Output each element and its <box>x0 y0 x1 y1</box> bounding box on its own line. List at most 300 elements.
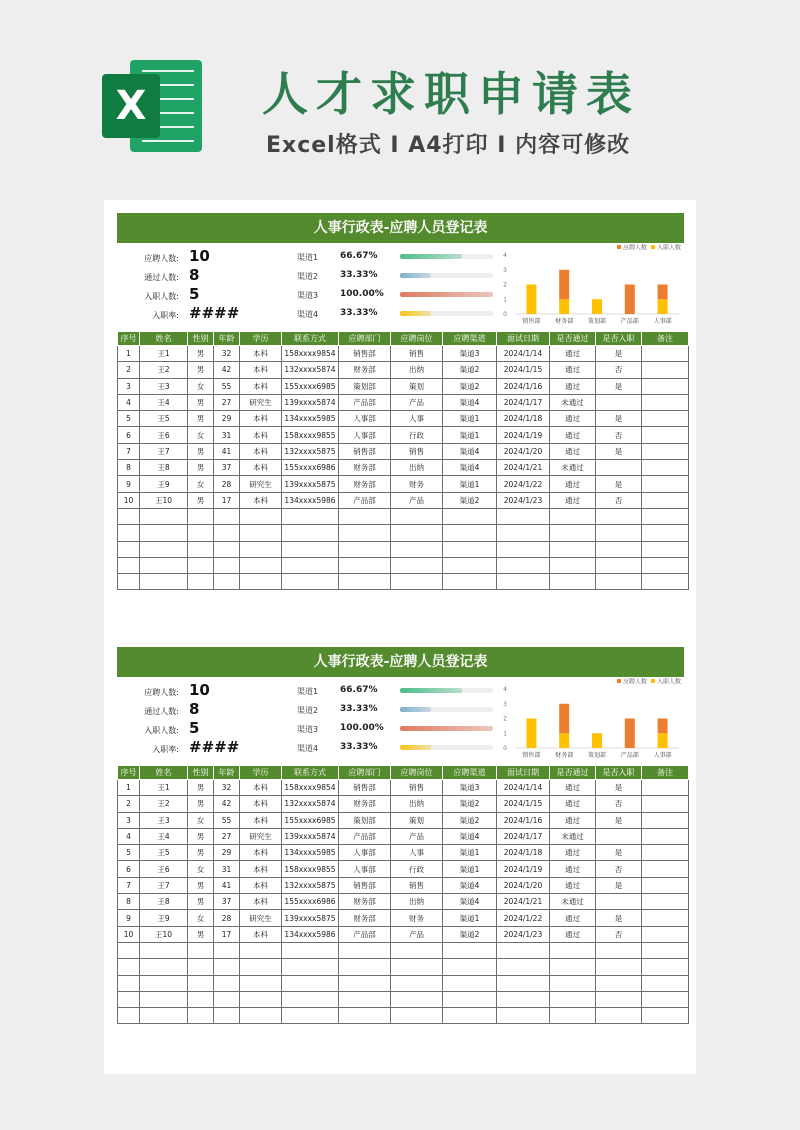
table-row[interactable] <box>118 411 689 427</box>
table-cell[interactable] <box>642 378 689 394</box>
table-cell[interactable]: 通过 <box>550 362 596 378</box>
table-cell[interactable]: 销售部 <box>339 346 391 362</box>
table-cell[interactable]: 本科 <box>240 427 282 443</box>
table-cell[interactable]: 本科 <box>240 492 282 508</box>
table-cell[interactable]: 产品 <box>391 926 443 942</box>
empty-table-cell[interactable] <box>188 942 214 958</box>
table-cell[interactable]: 王3 <box>140 378 188 394</box>
table-cell[interactable]: 出纳 <box>391 796 443 812</box>
empty-table-cell[interactable] <box>240 975 282 991</box>
table-row[interactable] <box>118 460 689 476</box>
empty-table-cell[interactable] <box>596 1008 642 1024</box>
empty-table-cell[interactable] <box>443 574 497 590</box>
empty-table-cell[interactable] <box>140 574 188 590</box>
empty-table-cell[interactable] <box>550 525 596 541</box>
empty-table-cell[interactable] <box>118 541 140 557</box>
table-cell[interactable]: 策划部 <box>339 378 391 394</box>
empty-table-cell[interactable] <box>550 541 596 557</box>
empty-table-cell[interactable] <box>339 508 391 524</box>
table-cell[interactable]: 渠道1 <box>443 476 497 492</box>
empty-table-cell[interactable] <box>240 508 282 524</box>
table-cell[interactable] <box>642 926 689 942</box>
empty-table-cell[interactable] <box>391 1008 443 1024</box>
empty-table-cell[interactable] <box>282 557 339 573</box>
empty-table-cell[interactable] <box>391 574 443 590</box>
table-cell[interactable]: 37 <box>214 894 240 910</box>
table-cell[interactable] <box>642 828 689 844</box>
table-cell[interactable]: 是 <box>596 845 642 861</box>
table-cell[interactable]: 2024/1/14 <box>497 346 550 362</box>
empty-table-cell[interactable] <box>118 508 140 524</box>
table-cell[interactable]: 是 <box>596 910 642 926</box>
empty-table-cell[interactable] <box>118 574 140 590</box>
table-cell[interactable]: 通过 <box>550 443 596 459</box>
table-cell[interactable]: 女 <box>188 427 214 443</box>
table-cell[interactable]: 财务 <box>391 476 443 492</box>
empty-table-cell[interactable] <box>188 959 214 975</box>
table-cell[interactable]: 3 <box>118 378 140 394</box>
empty-table-cell[interactable] <box>596 508 642 524</box>
empty-table-cell[interactable] <box>497 525 550 541</box>
table-cell[interactable]: 158xxxx9854 <box>282 780 339 796</box>
table-cell[interactable]: 2024/1/22 <box>497 476 550 492</box>
table-cell[interactable]: 王8 <box>140 460 188 476</box>
empty-table-cell[interactable] <box>240 574 282 590</box>
empty-table-cell[interactable] <box>282 541 339 557</box>
table-row[interactable] <box>118 894 689 910</box>
empty-table-row[interactable] <box>118 991 689 1007</box>
empty-table-cell[interactable] <box>596 541 642 557</box>
empty-table-row[interactable] <box>118 557 689 573</box>
empty-table-cell[interactable] <box>443 508 497 524</box>
empty-table-cell[interactable] <box>443 942 497 958</box>
empty-table-cell[interactable] <box>118 525 140 541</box>
table-cell[interactable]: 王7 <box>140 877 188 893</box>
empty-table-cell[interactable] <box>596 975 642 991</box>
empty-table-cell[interactable] <box>443 541 497 557</box>
table-cell[interactable] <box>642 460 689 476</box>
table-cell[interactable]: 通过 <box>550 780 596 796</box>
table-cell[interactable]: 男 <box>188 460 214 476</box>
table-cell[interactable]: 王10 <box>140 492 188 508</box>
empty-table-cell[interactable] <box>118 975 140 991</box>
table-cell[interactable]: 销售部 <box>339 443 391 459</box>
table-cell[interactable]: 男 <box>188 780 214 796</box>
table-cell[interactable]: 2024/1/22 <box>497 910 550 926</box>
table-cell[interactable]: 王1 <box>140 780 188 796</box>
empty-table-cell[interactable] <box>188 525 214 541</box>
empty-table-cell[interactable] <box>282 942 339 958</box>
table-cell[interactable]: 10 <box>118 492 140 508</box>
table-cell[interactable]: 8 <box>118 460 140 476</box>
table-cell[interactable]: 42 <box>214 362 240 378</box>
table-cell[interactable] <box>642 476 689 492</box>
table-cell[interactable]: 渠道2 <box>443 378 497 394</box>
table-cell[interactable]: 男 <box>188 894 214 910</box>
empty-table-cell[interactable] <box>214 557 240 573</box>
table-cell[interactable]: 134xxxx5985 <box>282 845 339 861</box>
table-cell[interactable]: 2 <box>118 362 140 378</box>
empty-table-row[interactable] <box>118 525 689 541</box>
empty-table-cell[interactable] <box>214 541 240 557</box>
empty-table-cell[interactable] <box>550 975 596 991</box>
empty-table-cell[interactable] <box>240 1008 282 1024</box>
table-cell[interactable]: 41 <box>214 443 240 459</box>
table-cell[interactable]: 产品 <box>391 828 443 844</box>
table-cell[interactable]: 1 <box>118 346 140 362</box>
empty-table-cell[interactable] <box>140 508 188 524</box>
empty-table-cell[interactable] <box>642 959 689 975</box>
table-row[interactable] <box>118 378 689 394</box>
table-cell[interactable] <box>642 812 689 828</box>
empty-table-cell[interactable] <box>214 525 240 541</box>
table-cell[interactable]: 通过 <box>550 476 596 492</box>
table-cell[interactable]: 7 <box>118 443 140 459</box>
table-cell[interactable] <box>642 845 689 861</box>
table-cell[interactable]: 男 <box>188 443 214 459</box>
table-cell[interactable]: 本科 <box>240 460 282 476</box>
table-cell[interactable]: 人事部 <box>339 411 391 427</box>
empty-table-cell[interactable] <box>391 525 443 541</box>
table-cell[interactable] <box>642 796 689 812</box>
table-cell[interactable]: 销售 <box>391 780 443 796</box>
empty-table-cell[interactable] <box>188 541 214 557</box>
table-cell[interactable]: 渠道1 <box>443 427 497 443</box>
empty-table-cell[interactable] <box>118 991 140 1007</box>
table-cell[interactable]: 财务部 <box>339 460 391 476</box>
empty-table-cell[interactable] <box>240 557 282 573</box>
table-cell[interactable] <box>642 362 689 378</box>
empty-table-cell[interactable] <box>642 557 689 573</box>
table-row[interactable] <box>118 346 689 362</box>
table-cell[interactable]: 未通过 <box>550 394 596 410</box>
empty-table-cell[interactable] <box>339 991 391 1007</box>
table-cell[interactable]: 155xxxx6985 <box>282 812 339 828</box>
empty-table-cell[interactable] <box>550 959 596 975</box>
table-cell[interactable]: 2024/1/18 <box>497 845 550 861</box>
empty-table-cell[interactable] <box>339 942 391 958</box>
table-cell[interactable]: 渠道1 <box>443 910 497 926</box>
table-cell[interactable]: 32 <box>214 780 240 796</box>
table-cell[interactable]: 是 <box>596 443 642 459</box>
table-cell[interactable]: 通过 <box>550 910 596 926</box>
empty-table-cell[interactable] <box>497 574 550 590</box>
table-cell[interactable]: 2024/1/18 <box>497 411 550 427</box>
empty-table-cell[interactable] <box>391 991 443 1007</box>
table-cell[interactable]: 女 <box>188 812 214 828</box>
table-cell[interactable]: 男 <box>188 362 214 378</box>
table-cell[interactable]: 通过 <box>550 845 596 861</box>
table-cell[interactable]: 产品 <box>391 394 443 410</box>
table-cell[interactable]: 渠道3 <box>443 780 497 796</box>
table-cell[interactable]: 财务部 <box>339 362 391 378</box>
table-row[interactable] <box>118 877 689 893</box>
table-cell[interactable]: 渠道1 <box>443 411 497 427</box>
empty-table-cell[interactable] <box>497 1008 550 1024</box>
table-row[interactable] <box>118 910 689 926</box>
empty-table-cell[interactable] <box>339 975 391 991</box>
empty-table-cell[interactable] <box>642 942 689 958</box>
table-cell[interactable]: 2024/1/14 <box>497 780 550 796</box>
table-cell[interactable]: 本科 <box>240 378 282 394</box>
table-cell[interactable]: 王10 <box>140 926 188 942</box>
table-cell[interactable]: 2024/1/20 <box>497 877 550 893</box>
empty-table-cell[interactable] <box>282 525 339 541</box>
table-cell[interactable]: 155xxxx6986 <box>282 894 339 910</box>
table-cell[interactable]: 139xxxx5874 <box>282 828 339 844</box>
table-cell[interactable]: 是 <box>596 476 642 492</box>
table-cell[interactable]: 渠道4 <box>443 828 497 844</box>
empty-table-cell[interactable] <box>443 975 497 991</box>
table-cell[interactable]: 渠道2 <box>443 812 497 828</box>
table-cell[interactable]: 通过 <box>550 411 596 427</box>
empty-table-cell[interactable] <box>214 1008 240 1024</box>
table-cell[interactable]: 139xxxx5875 <box>282 476 339 492</box>
empty-table-cell[interactable] <box>140 541 188 557</box>
table-cell[interactable]: 31 <box>214 861 240 877</box>
table-cell[interactable]: 139xxxx5875 <box>282 910 339 926</box>
table-cell[interactable]: 4 <box>118 828 140 844</box>
table-cell[interactable]: 29 <box>214 845 240 861</box>
table-row[interactable] <box>118 796 689 812</box>
table-cell[interactable]: 134xxxx5986 <box>282 926 339 942</box>
empty-table-cell[interactable] <box>642 525 689 541</box>
table-cell[interactable]: 本科 <box>240 861 282 877</box>
table-row[interactable] <box>118 443 689 459</box>
table-cell[interactable]: 渠道2 <box>443 796 497 812</box>
empty-table-cell[interactable] <box>550 508 596 524</box>
empty-table-cell[interactable] <box>140 975 188 991</box>
table-cell[interactable]: 销售 <box>391 443 443 459</box>
table-cell[interactable]: 17 <box>214 926 240 942</box>
table-cell[interactable]: 王2 <box>140 362 188 378</box>
table-cell[interactable]: 研究生 <box>240 394 282 410</box>
table-cell[interactable] <box>642 861 689 877</box>
table-row[interactable] <box>118 780 689 796</box>
table-cell[interactable]: 王1 <box>140 346 188 362</box>
table-cell[interactable]: 2024/1/15 <box>497 362 550 378</box>
table-cell[interactable]: 女 <box>188 861 214 877</box>
empty-table-cell[interactable] <box>118 1008 140 1024</box>
table-cell[interactable] <box>642 910 689 926</box>
empty-table-cell[interactable] <box>188 975 214 991</box>
table-cell[interactable]: 财务部 <box>339 894 391 910</box>
table-cell[interactable]: 产品部 <box>339 926 391 942</box>
empty-table-cell[interactable] <box>391 975 443 991</box>
table-cell[interactable]: 通过 <box>550 877 596 893</box>
table-cell[interactable]: 9 <box>118 910 140 926</box>
table-cell[interactable]: 人事 <box>391 411 443 427</box>
table-cell[interactable]: 王5 <box>140 411 188 427</box>
table-cell[interactable]: 王4 <box>140 828 188 844</box>
table-cell[interactable]: 否 <box>596 796 642 812</box>
table-cell[interactable]: 渠道1 <box>443 845 497 861</box>
table-cell[interactable]: 2024/1/16 <box>497 812 550 828</box>
table-cell[interactable]: 渠道4 <box>443 894 497 910</box>
table-cell[interactable]: 男 <box>188 492 214 508</box>
table-cell[interactable]: 渠道3 <box>443 346 497 362</box>
empty-table-cell[interactable] <box>443 557 497 573</box>
empty-table-cell[interactable] <box>240 942 282 958</box>
table-cell[interactable]: 渠道4 <box>443 443 497 459</box>
empty-table-row[interactable] <box>118 975 689 991</box>
table-cell[interactable]: 10 <box>118 926 140 942</box>
empty-table-cell[interactable] <box>443 1008 497 1024</box>
table-cell[interactable]: 2024/1/19 <box>497 861 550 877</box>
table-cell[interactable]: 2024/1/21 <box>497 894 550 910</box>
empty-table-cell[interactable] <box>642 1008 689 1024</box>
table-cell[interactable]: 29 <box>214 411 240 427</box>
table-cell[interactable]: 产品部 <box>339 828 391 844</box>
table-cell[interactable]: 销售 <box>391 877 443 893</box>
table-cell[interactable]: 产品部 <box>339 492 391 508</box>
empty-table-cell[interactable] <box>642 991 689 1007</box>
empty-table-row[interactable] <box>118 1008 689 1024</box>
empty-table-cell[interactable] <box>391 959 443 975</box>
table-cell[interactable]: 2024/1/19 <box>497 427 550 443</box>
table-cell[interactable]: 2024/1/16 <box>497 378 550 394</box>
empty-table-cell[interactable] <box>240 959 282 975</box>
table-row[interactable] <box>118 812 689 828</box>
empty-table-cell[interactable] <box>497 557 550 573</box>
table-row[interactable] <box>118 492 689 508</box>
table-cell[interactable]: 155xxxx6985 <box>282 378 339 394</box>
table-cell[interactable]: 男 <box>188 926 214 942</box>
table-cell[interactable]: 通过 <box>550 346 596 362</box>
table-cell[interactable]: 王6 <box>140 427 188 443</box>
empty-table-cell[interactable] <box>596 991 642 1007</box>
empty-table-cell[interactable] <box>140 557 188 573</box>
empty-table-cell[interactable] <box>391 942 443 958</box>
table-cell[interactable]: 132xxxx5874 <box>282 362 339 378</box>
table-cell[interactable]: 3 <box>118 812 140 828</box>
table-cell[interactable]: 策划 <box>391 812 443 828</box>
empty-table-cell[interactable] <box>214 942 240 958</box>
table-cell[interactable]: 28 <box>214 476 240 492</box>
table-cell[interactable] <box>596 894 642 910</box>
table-cell[interactable]: 王8 <box>140 894 188 910</box>
table-cell[interactable]: 否 <box>596 427 642 443</box>
table-cell[interactable]: 通过 <box>550 796 596 812</box>
table-cell[interactable] <box>596 460 642 476</box>
empty-table-cell[interactable] <box>596 959 642 975</box>
table-cell[interactable]: 本科 <box>240 443 282 459</box>
table-cell[interactable]: 销售部 <box>339 780 391 796</box>
table-cell[interactable]: 是 <box>596 411 642 427</box>
empty-table-cell[interactable] <box>550 574 596 590</box>
table-cell[interactable]: 2024/1/20 <box>497 443 550 459</box>
table-cell[interactable]: 32 <box>214 346 240 362</box>
empty-table-cell[interactable] <box>118 557 140 573</box>
table-cell[interactable]: 王2 <box>140 796 188 812</box>
table-cell[interactable]: 男 <box>188 828 214 844</box>
empty-table-cell[interactable] <box>642 975 689 991</box>
table-cell[interactable]: 55 <box>214 378 240 394</box>
table-cell[interactable]: 男 <box>188 845 214 861</box>
table-cell[interactable]: 否 <box>596 926 642 942</box>
table-cell[interactable]: 策划部 <box>339 812 391 828</box>
table-cell[interactable] <box>596 828 642 844</box>
table-row[interactable] <box>118 394 689 410</box>
table-cell[interactable] <box>596 394 642 410</box>
table-cell[interactable] <box>642 411 689 427</box>
table-cell[interactable]: 6 <box>118 427 140 443</box>
table-cell[interactable]: 通过 <box>550 926 596 942</box>
table-cell[interactable]: 女 <box>188 378 214 394</box>
empty-table-cell[interactable] <box>240 991 282 1007</box>
table-cell[interactable]: 8 <box>118 894 140 910</box>
table-cell[interactable]: 7 <box>118 877 140 893</box>
table-cell[interactable]: 134xxxx5986 <box>282 492 339 508</box>
table-cell[interactable]: 女 <box>188 910 214 926</box>
empty-table-cell[interactable] <box>642 541 689 557</box>
empty-table-cell[interactable] <box>550 557 596 573</box>
table-cell[interactable]: 男 <box>188 411 214 427</box>
table-cell[interactable]: 2024/1/15 <box>497 796 550 812</box>
table-cell[interactable]: 否 <box>596 362 642 378</box>
table-cell[interactable]: 本科 <box>240 346 282 362</box>
table-cell[interactable]: 31 <box>214 427 240 443</box>
empty-table-cell[interactable] <box>550 1008 596 1024</box>
table-cell[interactable]: 132xxxx5875 <box>282 443 339 459</box>
empty-table-row[interactable] <box>118 959 689 975</box>
table-cell[interactable]: 产品部 <box>339 394 391 410</box>
empty-table-cell[interactable] <box>596 574 642 590</box>
empty-table-cell[interactable] <box>282 1008 339 1024</box>
table-cell[interactable]: 是 <box>596 346 642 362</box>
table-row[interactable] <box>118 828 689 844</box>
table-cell[interactable]: 王9 <box>140 910 188 926</box>
table-cell[interactable]: 5 <box>118 845 140 861</box>
table-cell[interactable]: 策划 <box>391 378 443 394</box>
table-cell[interactable]: 财务部 <box>339 910 391 926</box>
table-cell[interactable]: 本科 <box>240 812 282 828</box>
table-cell[interactable]: 37 <box>214 460 240 476</box>
table-cell[interactable]: 1 <box>118 780 140 796</box>
empty-table-cell[interactable] <box>188 557 214 573</box>
table-cell[interactable]: 134xxxx5985 <box>282 411 339 427</box>
table-cell[interactable]: 132xxxx5875 <box>282 877 339 893</box>
empty-table-cell[interactable] <box>282 508 339 524</box>
empty-table-cell[interactable] <box>497 942 550 958</box>
empty-table-cell[interactable] <box>240 525 282 541</box>
empty-table-cell[interactable] <box>497 975 550 991</box>
empty-table-cell[interactable] <box>443 959 497 975</box>
table-row[interactable] <box>118 362 689 378</box>
empty-table-cell[interactable] <box>443 525 497 541</box>
table-cell[interactable]: 渠道4 <box>443 460 497 476</box>
empty-table-cell[interactable] <box>282 975 339 991</box>
table-cell[interactable]: 研究生 <box>240 828 282 844</box>
table-cell[interactable]: 通过 <box>550 492 596 508</box>
table-cell[interactable]: 渠道2 <box>443 926 497 942</box>
empty-table-cell[interactable] <box>391 508 443 524</box>
table-cell[interactable] <box>642 394 689 410</box>
empty-table-cell[interactable] <box>188 508 214 524</box>
empty-table-cell[interactable] <box>240 541 282 557</box>
empty-table-row[interactable] <box>118 942 689 958</box>
empty-table-cell[interactable] <box>140 525 188 541</box>
empty-table-cell[interactable] <box>214 508 240 524</box>
table-cell[interactable]: 王7 <box>140 443 188 459</box>
empty-table-cell[interactable] <box>214 574 240 590</box>
table-cell[interactable]: 人事 <box>391 845 443 861</box>
table-cell[interactable]: 产品 <box>391 492 443 508</box>
table-cell[interactable]: 渠道4 <box>443 394 497 410</box>
empty-table-cell[interactable] <box>214 991 240 1007</box>
table-cell[interactable]: 27 <box>214 828 240 844</box>
empty-table-cell[interactable] <box>282 959 339 975</box>
